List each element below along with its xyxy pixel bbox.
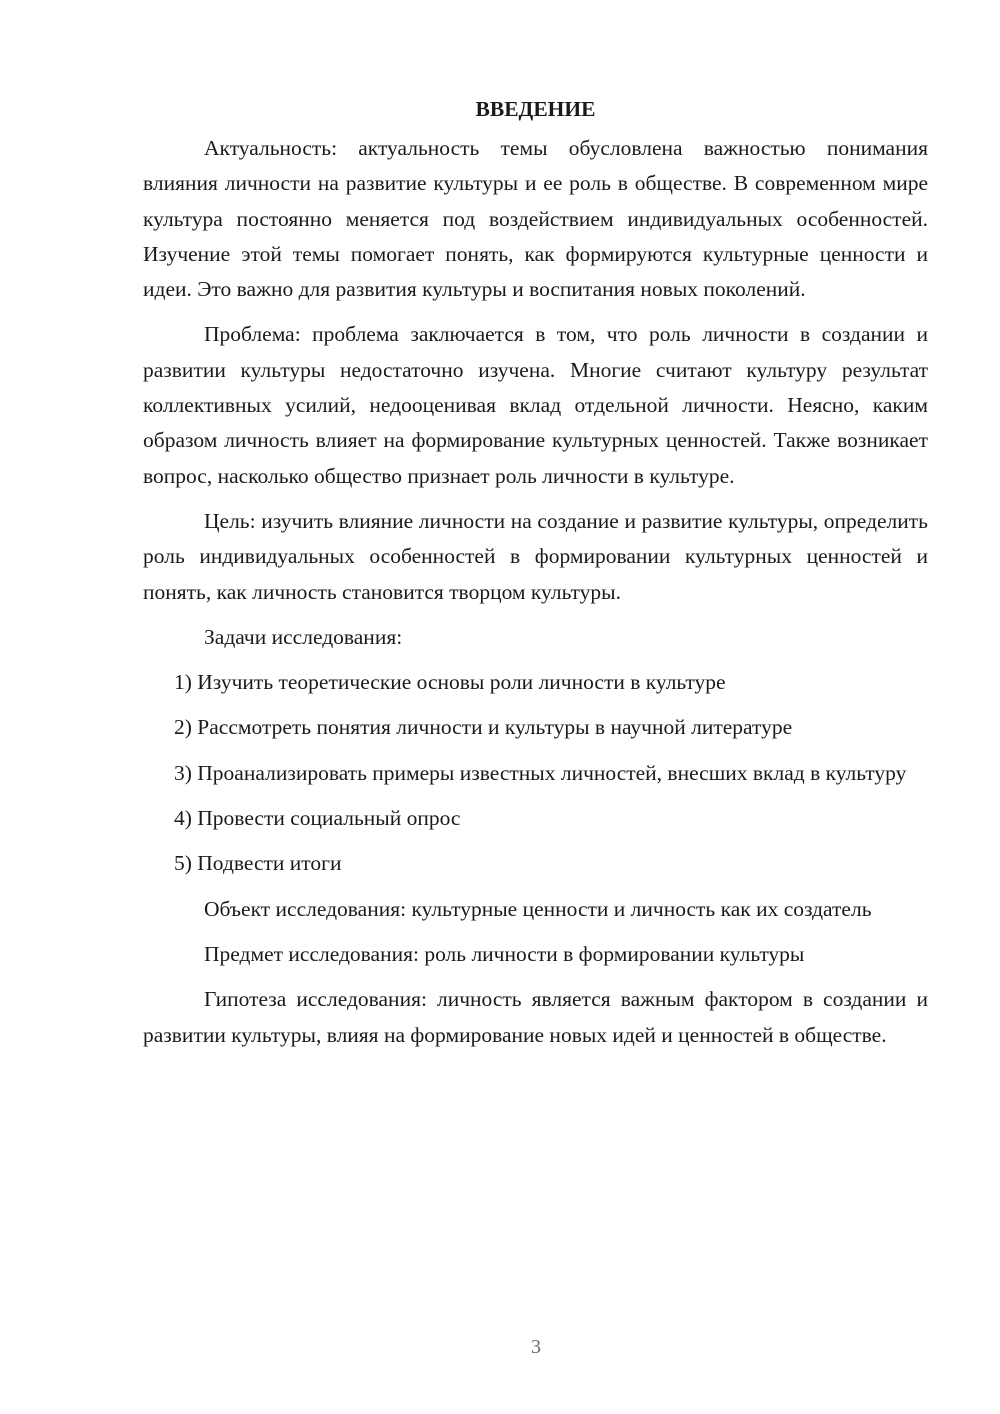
- paragraph-goal: Цель: изучить влияние личности на создание и развитие культуры, определить роль индивидуальных особенностей в формировании культурных ценностей и понять, как личность становится творцом культуры.: [143, 508, 928, 604]
- section-title: ВВЕДЕНИЕ: [475, 97, 596, 121]
- document-page: [143, 92, 928, 1063]
- page-number: 3: [531, 1336, 541, 1358]
- task-item-1: 1) Изучить теоретические основы роли личности в культуре: [174, 670, 726, 695]
- paragraph-object: Объект исследования: культурные ценности и личность как их создатель: [204, 896, 872, 921]
- paragraph-hypothesis: Гипотеза исследования: личность является важным фактором в создании и развитии культуры, влияя на формирование новых идей и ценностей в обществе.: [143, 987, 928, 1047]
- paragraph-problem: Проблема: проблема заключается в том, что роль личности в создании и развитии культуры недостаточно изучена. Многие считают культуру результат коллективных усилий, недооценивая вклад отдельной личности. Неясно, каким образом личность влияет на формирование культурных ценностей. Также возникает вопрос, насколько общество признает роль личности в культуре.: [143, 322, 928, 488]
- task-item-3: 3) Проанализировать примеры известных личностей, внесших вклад в культуру: [174, 760, 907, 785]
- task-item-2: 2) Рассмотреть понятия личности и культуры в научной литературе: [174, 715, 793, 740]
- tasks-heading: Задачи исследования:: [204, 624, 403, 649]
- paragraph-relevance: Актуальность: актуальность темы обусловлена важностью понимания влияния личности на развитие культуры и ее роль в обществе. В современном мире культура постоянно меняется под воздействием индивидуальных особенностей. Изучение этой темы помогает понять, как формируются культурные ценности и идеи. Это важно для развития культуры и воспитания новых поколений.: [143, 136, 928, 302]
- paragraph-subject: Предмет исследования: роль личности в формировании культуры: [204, 941, 805, 966]
- task-item-4: 4) Провести социальный опрос: [174, 806, 461, 831]
- task-item-5: 5) Подвести итоги: [174, 851, 342, 876]
